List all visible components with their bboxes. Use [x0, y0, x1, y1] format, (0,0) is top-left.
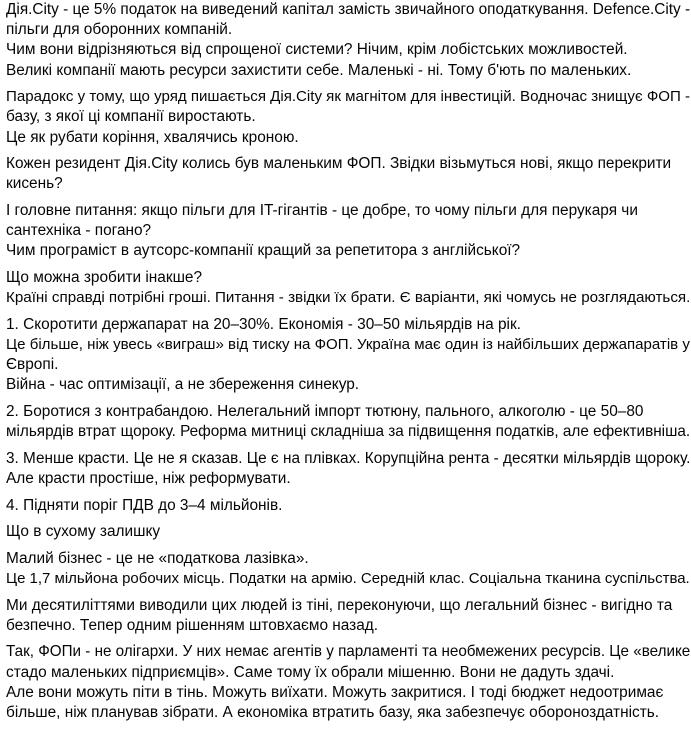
paragraph — [6, 201, 690, 262]
text-line: Що можна зробити інакше? — [6, 269, 203, 286]
text-line: сантехніка - погано? — [6, 222, 152, 240]
paragraph — [6, 402, 690, 442]
text-line: Що в сухому залишку — [6, 523, 161, 541]
text-line: І головне питання: якщо пільги для IT-гігантів - це добре, то чому пільги для перукаря чи — [6, 202, 638, 219]
paragraph — [6, 496, 690, 516]
text-line: Дія.City - це 5% податок на виведений капітал замість звичайного оподаткування. Defence.City - — [6, 1, 691, 18]
paragraph — [6, 449, 690, 489]
paragraph — [6, 596, 690, 636]
text-line: базу, з якої ці компанії виростають. — [6, 108, 256, 126]
text-line: Це 1,7 мільйона робочих місць. Податки на армію. Середній клас. Соціальна тканина суспільства. — [6, 569, 690, 587]
text-line: 2. Боротися з контрабандою. Нелегальний імпорт тютюну, пального, алкоголю - це 50–80 — [6, 403, 644, 420]
text-line: 3. Менше красти. Це не я сказав. Це є на плівках. Корупційна рента - десятки мільярдів щороку. — [6, 449, 691, 467]
text-line: мільярдів втрат щороку. Реформа митниці складніша за підвищення податків, але ефективніша. — [6, 423, 691, 441]
text-line: Чим вони відрізняються від спрощеної системи? Нічим, крім лобістських можливостей. — [6, 41, 628, 59]
post-body — [6, 0, 690, 730]
text-line: 1. Скоротити держапарат на 20–30%. Економія - 30–50 мільярдів на рік. — [6, 315, 521, 333]
text-line: Малий бізнес - це не «податкова лазівка». — [6, 549, 309, 567]
text-line: Парадокс у тому, що уряд пишається Дія.City як магнітом для інвестицій. Водночас знищує ФОП - — [6, 88, 691, 106]
paragraph — [6, 87, 690, 148]
text-line: Європі. — [6, 356, 59, 374]
text-line: безпечно. Тепер одним рішенням штовхаємо назад. — [6, 616, 379, 634]
paragraph — [6, 549, 690, 589]
text-line: Це більше, ніж увесь «виграш» від тиску на ФОП. Україна має один із найбільших держапаратів у — [6, 336, 690, 353]
text-line: пільги для оборонних компаній. — [6, 21, 233, 39]
text-line: Чим програміст в аутсорс-компанії кращий за репетитора з англійської? — [6, 242, 521, 260]
text-line: Війна - час оптимізації, а не збереження синекур. — [6, 376, 360, 394]
text-line: Це як рубати коріння, хвалячись кроною. — [6, 128, 299, 146]
paragraph — [6, 154, 690, 194]
text-line: Країні справді потрібні гроші. Питання - звідки їх брати. Є варіанти, які чомусь не розглядаються. — [6, 289, 691, 307]
paragraph — [6, 0, 690, 81]
text-line: стадо маленьких підприємців». Саме тому їх обрали мішенню. Вони не дадуть здачі. — [6, 663, 615, 681]
text-line: Ми десятиліттями виводили цих людей із тіні, переконуючи, що легальний бізнес - вигідно та — [6, 596, 673, 614]
paragraph — [6, 268, 690, 308]
text-line: Кожен резидент Дія.City колись був маленьким ФОП. Звідки візьмуться нові, якщо перекрити — [6, 155, 672, 173]
paragraph — [6, 522, 690, 542]
text-line: кисень? — [6, 175, 63, 193]
text-line: 4. Підняти поріг ПДВ до 3–4 мільйонів. — [6, 496, 283, 514]
text-line: Так, ФОПи - не олігархи. У них немає агентів у парламенті та необмежених ресурсів. Це «велике — [6, 643, 691, 661]
text-line: Великі компанії мають ресурси захистити себе. Маленькі - ні. Тому б'ють по маленьких. — [6, 61, 632, 79]
paragraph — [6, 315, 690, 396]
text-line: більше, ніж планував зібрати. А економіка втратить базу, яка забезпечує обороноздатність. — [6, 703, 660, 721]
paragraph — [6, 642, 690, 723]
text-line: Але вони можуть піти в тінь. Можуть виїхати. Можуть закритися. І тоді бюджет недоотримає — [6, 683, 664, 701]
text-line: Але красти простіше, ніж реформувати. — [6, 470, 291, 487]
